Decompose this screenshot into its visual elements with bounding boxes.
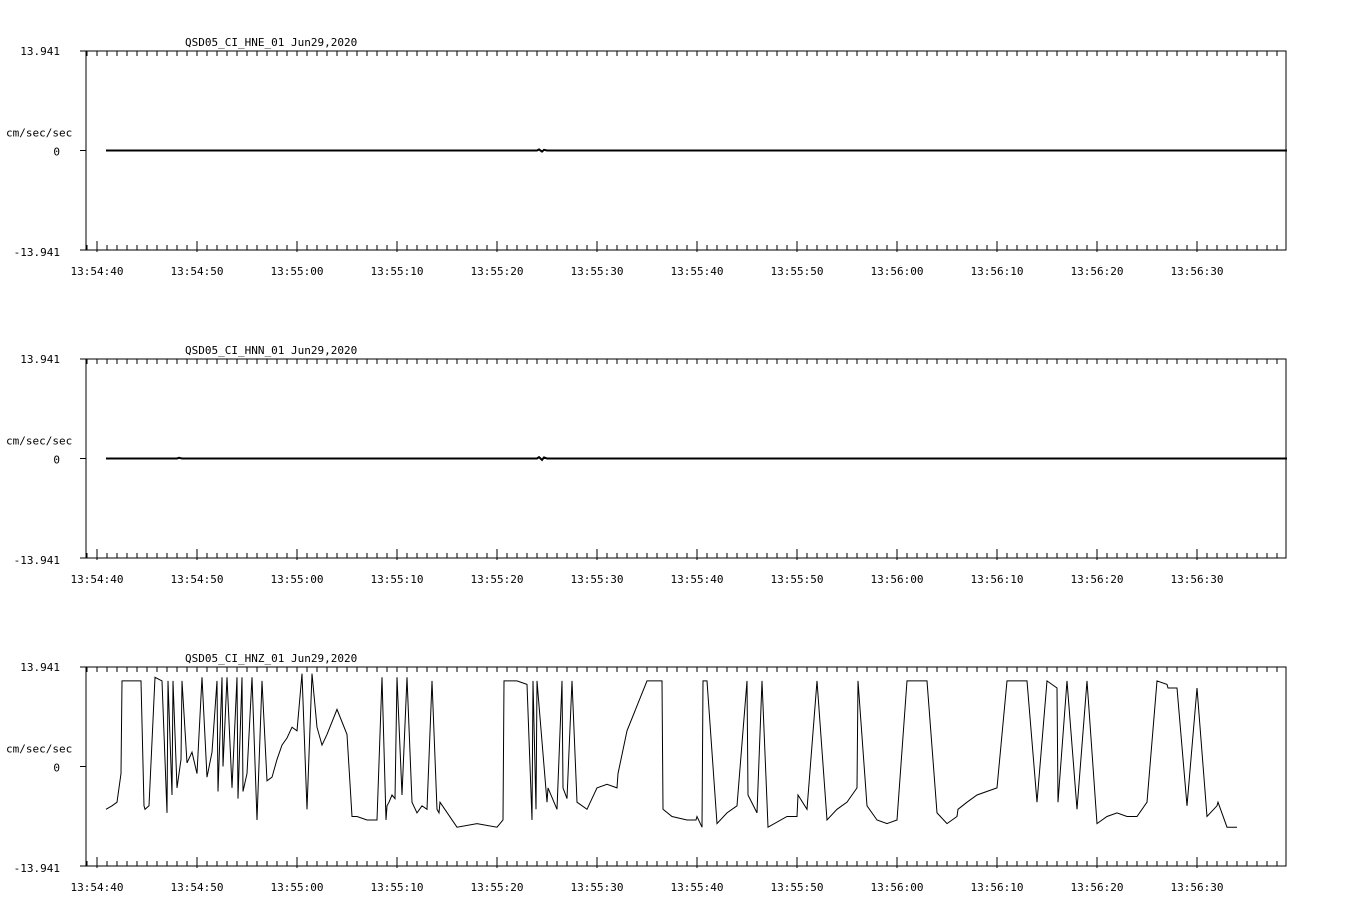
x-tick-label: 13:55:20 [470,573,524,586]
x-tick-label: 13:54:50 [170,573,224,586]
panel-title: QSD05_CI_HNZ_01 Jun29,2020 [185,652,358,665]
x-tick-label: 13:55:50 [770,881,824,894]
x-tick-label: 13:55:50 [770,265,824,278]
x-tick-label: 13:55:40 [670,265,724,278]
x-tick-label: 13:55:40 [670,881,724,894]
x-tick-label: 13:55:10 [370,881,424,894]
x-tick-label: 13:55:40 [670,573,724,586]
waveform-trace [106,149,1287,151]
x-tick-label: 13:55:00 [270,265,324,278]
x-tick-label: 13:56:00 [870,265,924,278]
y-tick-label: 13.941 [20,661,60,674]
x-tick-label: 13:56:00 [870,573,924,586]
x-tick-label: 13:56:00 [870,881,924,894]
panel-title: QSD05_CI_HNN_01 Jun29,2020 [185,344,358,357]
x-tick-label: 13:54:40 [70,573,124,586]
x-tick-label: 13:56:30 [1170,573,1224,586]
x-tick-label: 13:55:20 [470,881,524,894]
waveform-trace [106,674,1237,828]
y-tick-label: 0 [53,145,60,159]
y-axis-label: cm/sec/sec [6,434,73,448]
x-tick-label: 13:56:20 [1070,265,1124,278]
y-tick-label: -13.941 [13,554,60,567]
y-tick-label: -13.941 [13,246,60,259]
chart-panel-2 [6,344,1287,586]
x-tick-label: 13:55:30 [570,573,624,586]
y-axis-label: cm/sec/sec [6,742,73,756]
x-tick-label: 13:56:10 [970,881,1024,894]
y-tick-label: -13.941 [13,862,60,875]
x-tick-label: 13:56:20 [1070,881,1124,894]
x-tick-label: 13:55:20 [470,265,524,278]
y-tick-label: 0 [53,761,60,775]
waveform-trace [106,457,1287,460]
x-tick-label: 13:55:00 [270,573,324,586]
y-axis-label: cm/sec/sec [6,126,73,140]
chart-panel-1 [6,36,1287,278]
x-tick-label: 13:55:10 [370,265,424,278]
x-tick-label: 13:55:30 [570,881,624,894]
x-tick-label: 13:55:50 [770,573,824,586]
x-tick-label: 13:54:40 [70,881,124,894]
panel-title: QSD05_CI_HNE_01 Jun29,2020 [185,36,358,49]
x-tick-label: 13:55:00 [270,881,324,894]
x-tick-label: 13:55:30 [570,265,624,278]
x-tick-label: 13:56:30 [1170,881,1224,894]
x-tick-label: 13:56:10 [970,573,1024,586]
y-tick-label: 13.941 [20,45,60,58]
y-tick-label: 0 [53,453,60,467]
x-tick-label: 13:54:50 [170,265,224,278]
x-tick-label: 13:56:30 [1170,265,1224,278]
x-tick-label: 13:54:40 [70,265,124,278]
x-tick-label: 13:56:10 [970,265,1024,278]
x-tick-label: 13:54:50 [170,881,224,894]
chart-panel-3 [6,652,1286,894]
x-tick-label: 13:56:20 [1070,573,1124,586]
y-tick-label: 13.941 [20,353,60,366]
x-tick-label: 13:55:10 [370,573,424,586]
